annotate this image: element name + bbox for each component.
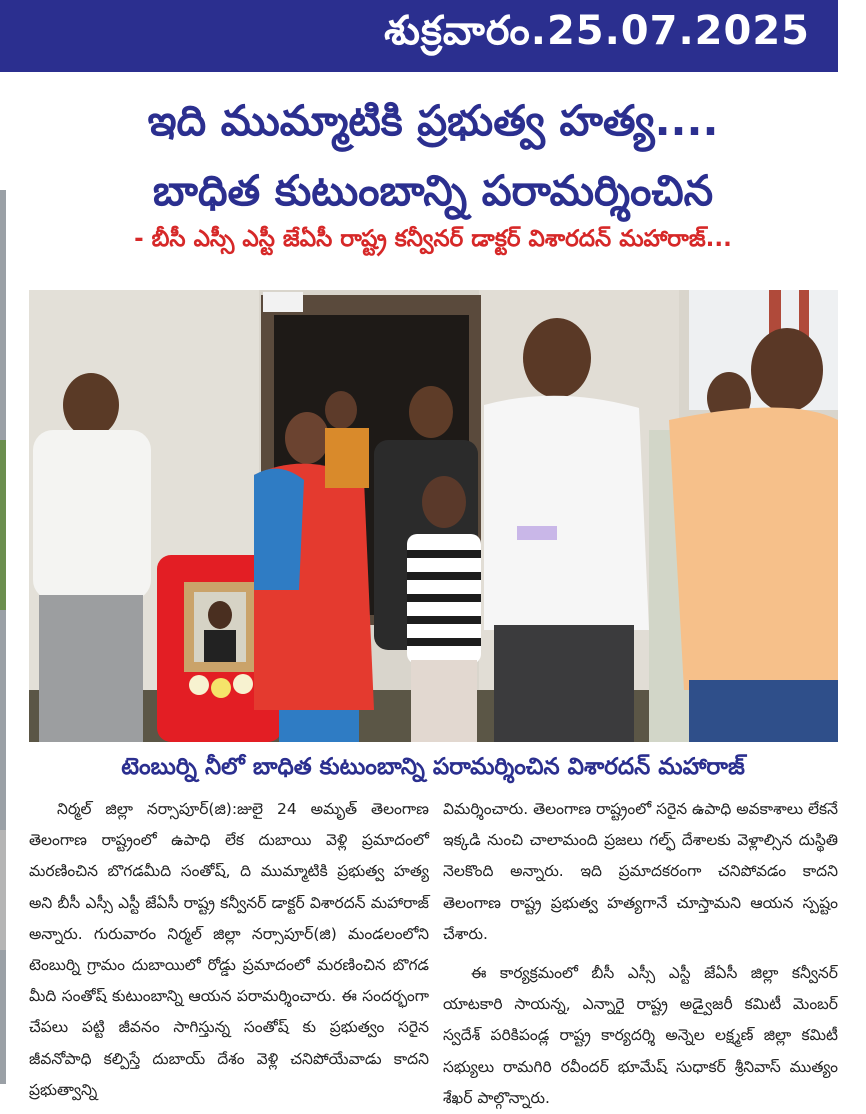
orange-man-head — [751, 328, 823, 412]
article-column-2 — [443, 794, 838, 1114]
portrait-shirt — [204, 630, 236, 662]
girl-stripe — [407, 550, 481, 558]
woman-saree-blue — [254, 469, 304, 590]
person-shirt — [33, 430, 151, 600]
elder-head — [325, 391, 357, 429]
boy-head — [409, 386, 453, 438]
girl-stripe — [407, 594, 481, 602]
flower — [211, 678, 231, 698]
girl-stripe — [407, 638, 481, 646]
girl-stripe — [407, 572, 481, 580]
orange-man-trousers — [689, 680, 838, 742]
article-paragraph: ఈ కార్యక్రమంలో బీసీ ఎస్సీ ఎస్టీ జేఏసీ జిల్లా కన్వీనర్ యాటకారి సాయన్న, ఎన్నారై రాష్ట్ర అడ్వైజరీ కమిటీ మెంబర్ స్వదేశ్ పరికిపండ్ల రాష్ట్ర కార్యదర్శి అన్నెల లక్ష్మణ్ జిల్లా కమిటీ సభ్యులు రామగిరి రవీందర్ భూమేష్ సుధాకర్ శ్రీనివాస్ ముత్యం శేఖర్ పాల్గొన్నారు. — [443, 964, 838, 1107]
subheadline: - బీసీ ఎస్సీ ఎస్టీ జేఏసీ రాష్ట్ర కన్వీనర్ డాక్టర్ విశారదన్ మహారాజ్... — [134, 226, 732, 252]
envelope — [517, 526, 557, 540]
door-sign — [263, 292, 303, 312]
person-head — [63, 373, 119, 437]
flower — [189, 675, 209, 695]
photo-illustration — [29, 290, 838, 742]
portrait-face — [208, 601, 232, 629]
article-column-1 — [29, 794, 429, 1106]
man-head — [523, 318, 591, 398]
news-photo — [29, 290, 838, 742]
man-trousers — [494, 625, 634, 742]
left-edge-segment — [0, 830, 6, 950]
date-text: శుక్రవారం.25.07.2025 — [384, 8, 810, 54]
left-edge-strip — [0, 190, 6, 1084]
woman-head — [285, 412, 329, 464]
photo-caption: టెంబుర్ని నీలో బాధిత కుటుంబాన్ని పరామర్శించిన విశారదన్ మహారాజ్ — [121, 754, 745, 780]
date-banner — [0, 0, 838, 72]
flower — [233, 674, 253, 694]
girl-head — [422, 476, 466, 528]
person-trousers — [39, 595, 143, 742]
headline-line-1: ఇది ముమ్మాటికి ప్రభుత్వ హత్య.... — [147, 96, 719, 145]
woman-saree-hem — [279, 710, 359, 742]
orange-man-shirt — [669, 408, 838, 691]
article-paragraph: నిర్మల్ జిల్లా నర్సాపూర్(జి):జులై 24 అమృత్ తెలంగాణ తెలంగాణ రాష్ట్రంలో ఉపాధి లేక దుబాయి వెళ్లి ప్రమాదంలో మరణించిన బొగడమీది సంతోష్, ది ముమ్మాటికి ప్రభుత్వ హత్య అని బీసీ ఎస్సీ ఎస్టీ జేఏసీ రాష్ట్ర కన్వీనర్ డాక్టర్ విశారదన్ మహారాజ్ అన్నారు. గురువారం నిర్మల్ జిల్లా నర్సాపూర్(జి) మండలంలోని టెంబుర్ని గ్రామం దుబాయిలో రోడ్డు ప్రమాదంలో మరణించిన బొగడ మీది సంతోష్ కుటుంబాన్ని ఆయన పరామర్శించారు. ఈ సందర్భంగా చేపలు పట్టి జీవనం సాగిస్తున్న సంతోష్ కు ప్రభుత్వం సరైన జీవనోపాధి కల్పిస్తే దుబాయ్ దేశం వెళ్లి చనిపోయేవాడు కాదని ప్రభుత్వాన్ని — [29, 800, 429, 1099]
headline-line-2: బాధిత కుటుంబాన్ని పరామర్శించిన — [152, 166, 714, 215]
article-paragraph: విమర్శించారు. తెలంగాణ రాష్ట్రంలో సరైన ఉపాధి అవకాశాలు లేకనే ఇక్కడి నుంచి చాలామంది ప్రజలు గల్ఫ్ దేశాలకు వెళ్లాల్సిన దుస్థితి నెలకొంది అన్నారు. ఇది ప్రమాదకరంగా చనిపోవడం కాదని తెలంగాణ రాష్ట్ర ప్రభుత్వ హత్యగానే చూస్తామని ఆయన స్పష్టం చేశారు. — [443, 800, 839, 943]
elder-saree — [325, 428, 369, 488]
left-edge-segment — [0, 440, 6, 610]
girl-stripe — [407, 616, 481, 624]
girl-pants — [411, 660, 477, 742]
man-shirt — [484, 396, 649, 630]
